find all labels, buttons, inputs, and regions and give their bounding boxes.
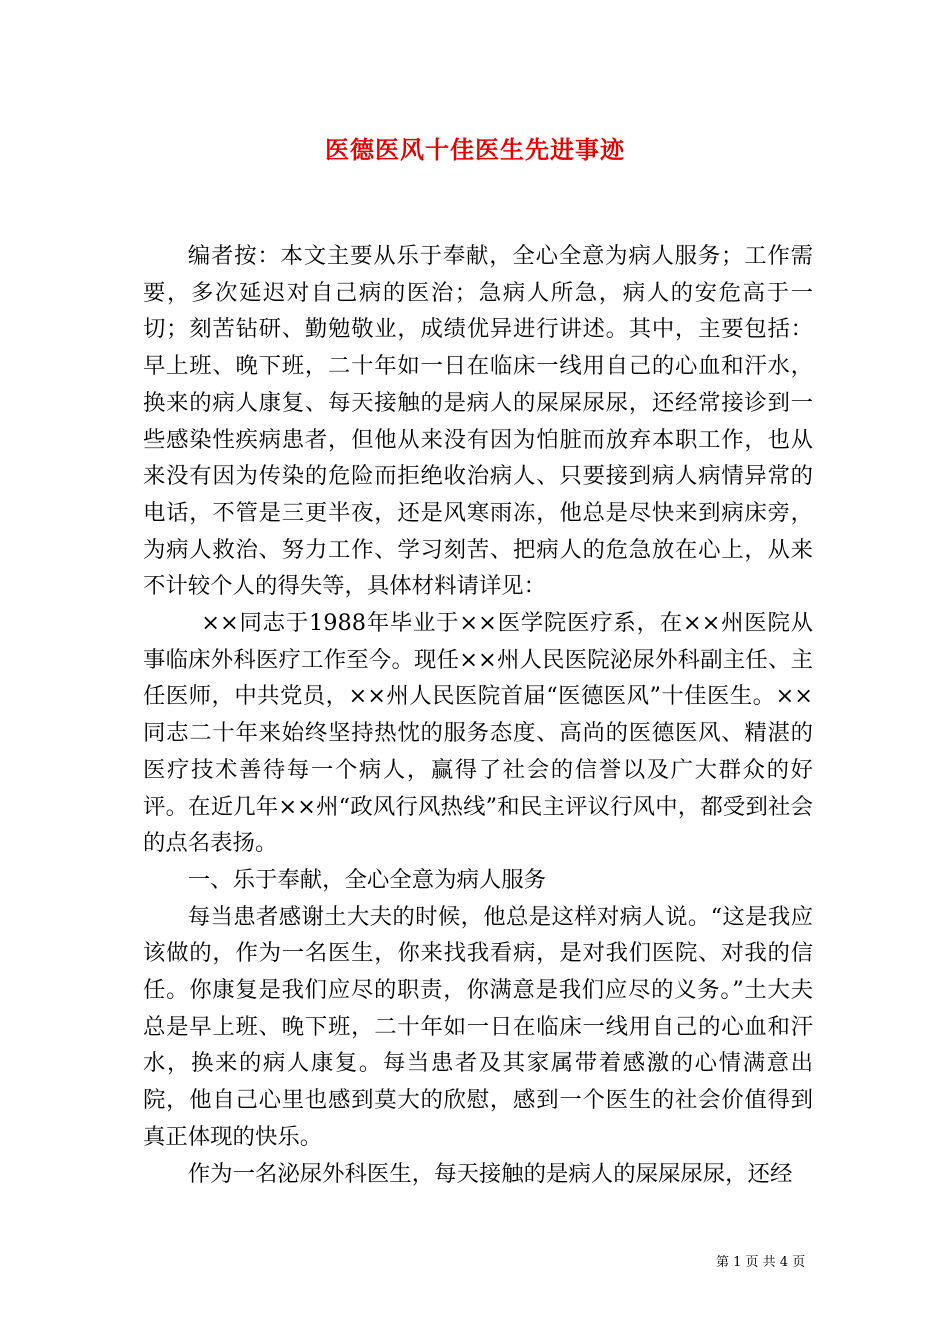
paragraph-editor-note: 编者按：本文主要从乐于奉献，全心全意为病人服务；工作需要，多次延迟对自己病的医治；急病人所急，病人的安危高于一切；刻苦钻研、勤勉敬业，成绩优异进行讲述。其中，主要包括：早上班、晚下班，二十年如一日在临床一线用自己的心血和汗水，换来的病人康复、每天接触的是病人的屎屎尿尿，还经常接诊到一些感染性疾病患者，但他从来没有因为怕脏而放弃本职工作，也从来没有因为传染的危险而拒绝收治病人、只要接到病人病情异常的电话，不管是三更半夜，还是风寒雨冻，他总是尽快来到病床旁，为病人救治、努力工作、学习刻苦、把病人的危急放在心上，从来不计较个人的得失等，具体材料请详见： bbox=[143, 243, 813, 600]
page-number-footer: 第 1 页 共 4 页 bbox=[716, 1255, 806, 1270]
document-title: 医德医风十佳医生先进事迹 bbox=[325, 135, 625, 164]
paragraph-continued: 作为一名泌尿外科医生，每天接触的是病人的屎屎尿尿，还经 bbox=[187, 1160, 793, 1187]
document-body bbox=[143, 238, 813, 1192]
paragraph-introduction: ××同志于1988年毕业于××医学院医疗系，在××州医院从事临床外科医疗工作至今。现任××州人民医院泌尿外科副主任、主任医师，中共党员，××州人民医院首届“医德医风”十佳医生。××同志二十年来始终坚持热忱的服务态度、高尚的医德医风、精湛的医疗技术善待每一个病人，赢得了社会的信誉以及广大群众的好评。在近几年××州“政风行风热线”和民主评议行风中，都受到社会的点名表扬。 bbox=[143, 610, 813, 857]
paragraph-dedication: 每当患者感谢土大夫的时候，他总是这样对病人说。“这是我应该做的，作为一名医生，你来找我看病，是对我们医院、对我的信任。你康复是我们应尽的职责，你满意是我们应尽的义务。”土大夫总是早上班、晚下班，二十年如一日在临床一线用自己的心血和汗水，换来的病人康复。每当患者及其家属带着感激的心情满意出院，他自己心里也感到莫大的欣慰，感到一个医生的社会价值得到真正体现的快乐。 bbox=[143, 903, 813, 1150]
section-heading: 一、乐于奉献，全心全意为病人服务 bbox=[187, 866, 547, 893]
